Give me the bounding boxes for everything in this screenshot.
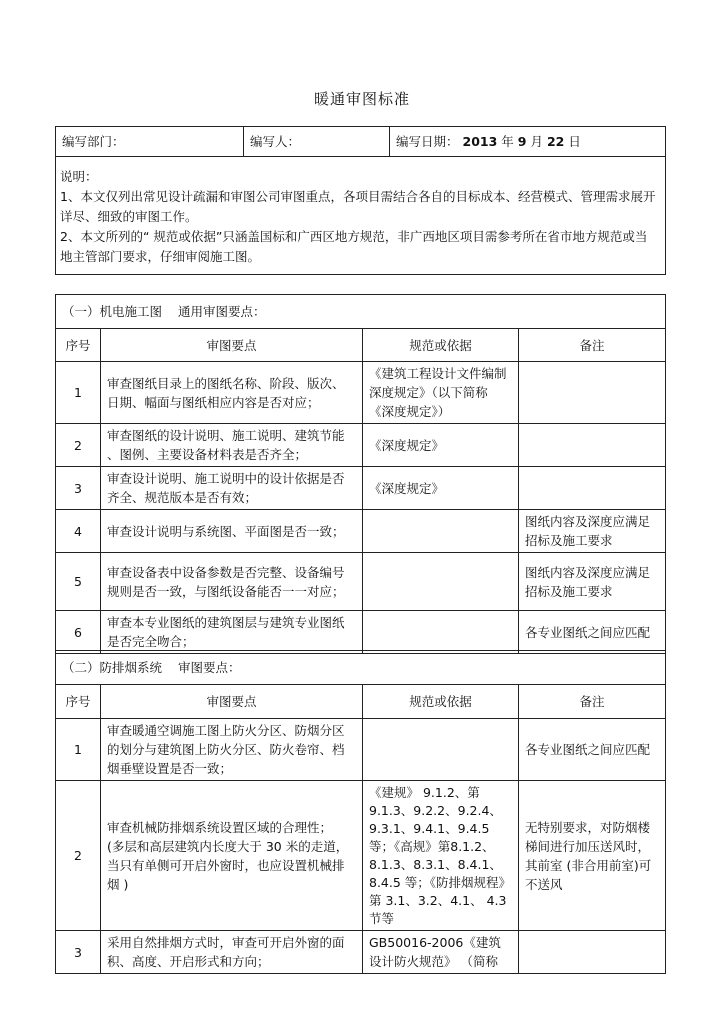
date-day: 22 [546, 134, 565, 149]
notes-heading: 说明： [60, 169, 98, 184]
row-remark [519, 424, 666, 467]
table-row [56, 510, 666, 553]
row-basis: 《建筑工程设计文件编制深度规定》（以下简称《深度规定》） [363, 362, 519, 424]
col-header-no: 序号 [56, 685, 101, 719]
row-no: 6 [56, 611, 101, 654]
section1-title-cell [56, 295, 666, 329]
row-point: 审查机械防排烟系统设置区域的合理性； (多层和高层建筑内长度大于 30 米的走道，当只有单侧可开启外窗时，也应设置机械排烟 ) [101, 781, 363, 931]
col-header-remark: 备注 [519, 329, 666, 362]
header-table [55, 126, 666, 275]
row-no: 3 [56, 931, 101, 974]
notes-line-2: 2、本文所列的“ 规范或依据”只涵盖国标和广西区地方规范，非广西地区项目需参考所在省市地方规范或当地主管部门要求，仔细审阅施工图。 [60, 229, 648, 264]
table-row [56, 781, 666, 931]
table-row [56, 362, 666, 424]
col-header-point: 审图要点 [101, 685, 363, 719]
row-remark: 各专业图纸之间应匹配 [519, 611, 666, 654]
section1-title: （一）机电施工图 [62, 304, 163, 319]
table-row [56, 424, 666, 467]
table-row [56, 467, 666, 510]
row-point: 审查图纸目录上的图纸名称、阶段、版次、日期、幅面与图纸相应内容是否对应； [101, 362, 363, 424]
section2-title: （二）防排烟系统 [62, 660, 163, 675]
row-no: 3 [56, 467, 101, 510]
row-remark: 无特别要求，对防烟楼梯间进行加压送风时，其前室 (非合用前室)可不送风 [519, 781, 666, 931]
row-point: 审查设计说明、施工说明中的设计依据是否 齐全、规范版本是否有效； [101, 467, 363, 510]
author-cell [244, 127, 390, 157]
date-day-unit: 日 [568, 134, 581, 149]
section2-title-cell [56, 651, 666, 685]
row-basis [363, 553, 519, 611]
row-basis: 《深度规定》 [363, 424, 519, 467]
date-cell [390, 127, 666, 157]
row-basis: 《建规》 9.1.2、第 9.1.3、9.2.2、9.2.4、9.3.1、9.4.1、9.4.5 等；《高规》第8.1.2、8.1.3、8.3.1、8.4.1、8.4.5 等；《防排烟规程》第 3.1、3.2、4.1、 4.3 节等 [363, 781, 519, 931]
notes-cell [56, 157, 666, 275]
notes-line-1: 1、本文仅列出常见设计疏漏和审图公司审图重点，各项目需结合各自的目标成本、经营模式、管理需求展开详尽、细致的审图工作。 [60, 189, 656, 224]
row-remark [519, 467, 666, 510]
row-point: 审查设计说明与系统图、平面图是否一致； [101, 510, 363, 553]
row-basis [363, 510, 519, 553]
date-label: 编写日期： [396, 134, 459, 149]
row-no: 1 [56, 719, 101, 781]
row-remark: 图纸内容及深度应满足招标及施工要求 [519, 510, 666, 553]
row-basis [363, 611, 519, 654]
row-point: 审查本专业图纸的建筑图层与建筑专业图纸是否完全吻合； [101, 611, 363, 654]
row-point: 采用自然排烟方式时，审查可开启外窗的面积、高度、开启形式和方向； [101, 931, 363, 974]
row-no: 1 [56, 362, 101, 424]
row-basis: GB50016-2006《建筑设计防火规范》 （简称 [363, 931, 519, 974]
section2-table [55, 650, 666, 974]
col-header-basis: 规范或依据 [363, 329, 519, 362]
section2-subtitle: 审图要点： [178, 660, 241, 675]
date-month: 9 [517, 134, 527, 149]
row-no: 2 [56, 781, 101, 931]
row-no: 4 [56, 510, 101, 553]
row-basis: 《深度规定》 [363, 467, 519, 510]
row-remark: 图纸内容及深度应满足招标及施工要求 [519, 553, 666, 611]
section1-table [55, 294, 666, 654]
date-year-unit: 年 [501, 134, 514, 149]
col-header-remark: 备注 [519, 685, 666, 719]
col-header-basis: 规范或依据 [363, 685, 519, 719]
table-row [56, 553, 666, 611]
author-label: 编写人： [250, 134, 301, 149]
col-header-no: 序号 [56, 329, 101, 362]
table-row [56, 931, 666, 974]
row-remark [519, 362, 666, 424]
row-remark [519, 931, 666, 974]
dept-cell [56, 127, 244, 157]
page-title: 暖通审图标准 [313, 90, 410, 108]
row-point: 审查暖通空调施工图上防火分区、防烟分区的划分与建筑图上防火分区、防火卷帘、档烟垂壁设置是否一致； [101, 719, 363, 781]
table-row [56, 719, 666, 781]
row-point: 审查设备表中设备参数是否完整、设备编号规则是否一致，与图纸设备能否一一对应； [101, 553, 363, 611]
dept-label: 编写部门： [62, 134, 125, 149]
row-no: 5 [56, 553, 101, 611]
section2-header-row [56, 685, 666, 719]
row-point: 审查图纸的设计说明、施工说明、建筑节能 、图例、主要设备材料表是否齐全； [101, 424, 363, 467]
date-month-unit: 月 [530, 134, 543, 149]
section1-header-row [56, 329, 666, 362]
row-basis [363, 719, 519, 781]
row-no: 2 [56, 424, 101, 467]
row-remark: 各专业图纸之间应匹配 [519, 719, 666, 781]
date-year: 2013 [462, 134, 498, 149]
section1-subtitle: 通用审图要点： [178, 304, 266, 319]
col-header-point: 审图要点 [101, 329, 363, 362]
table-row [56, 611, 666, 654]
